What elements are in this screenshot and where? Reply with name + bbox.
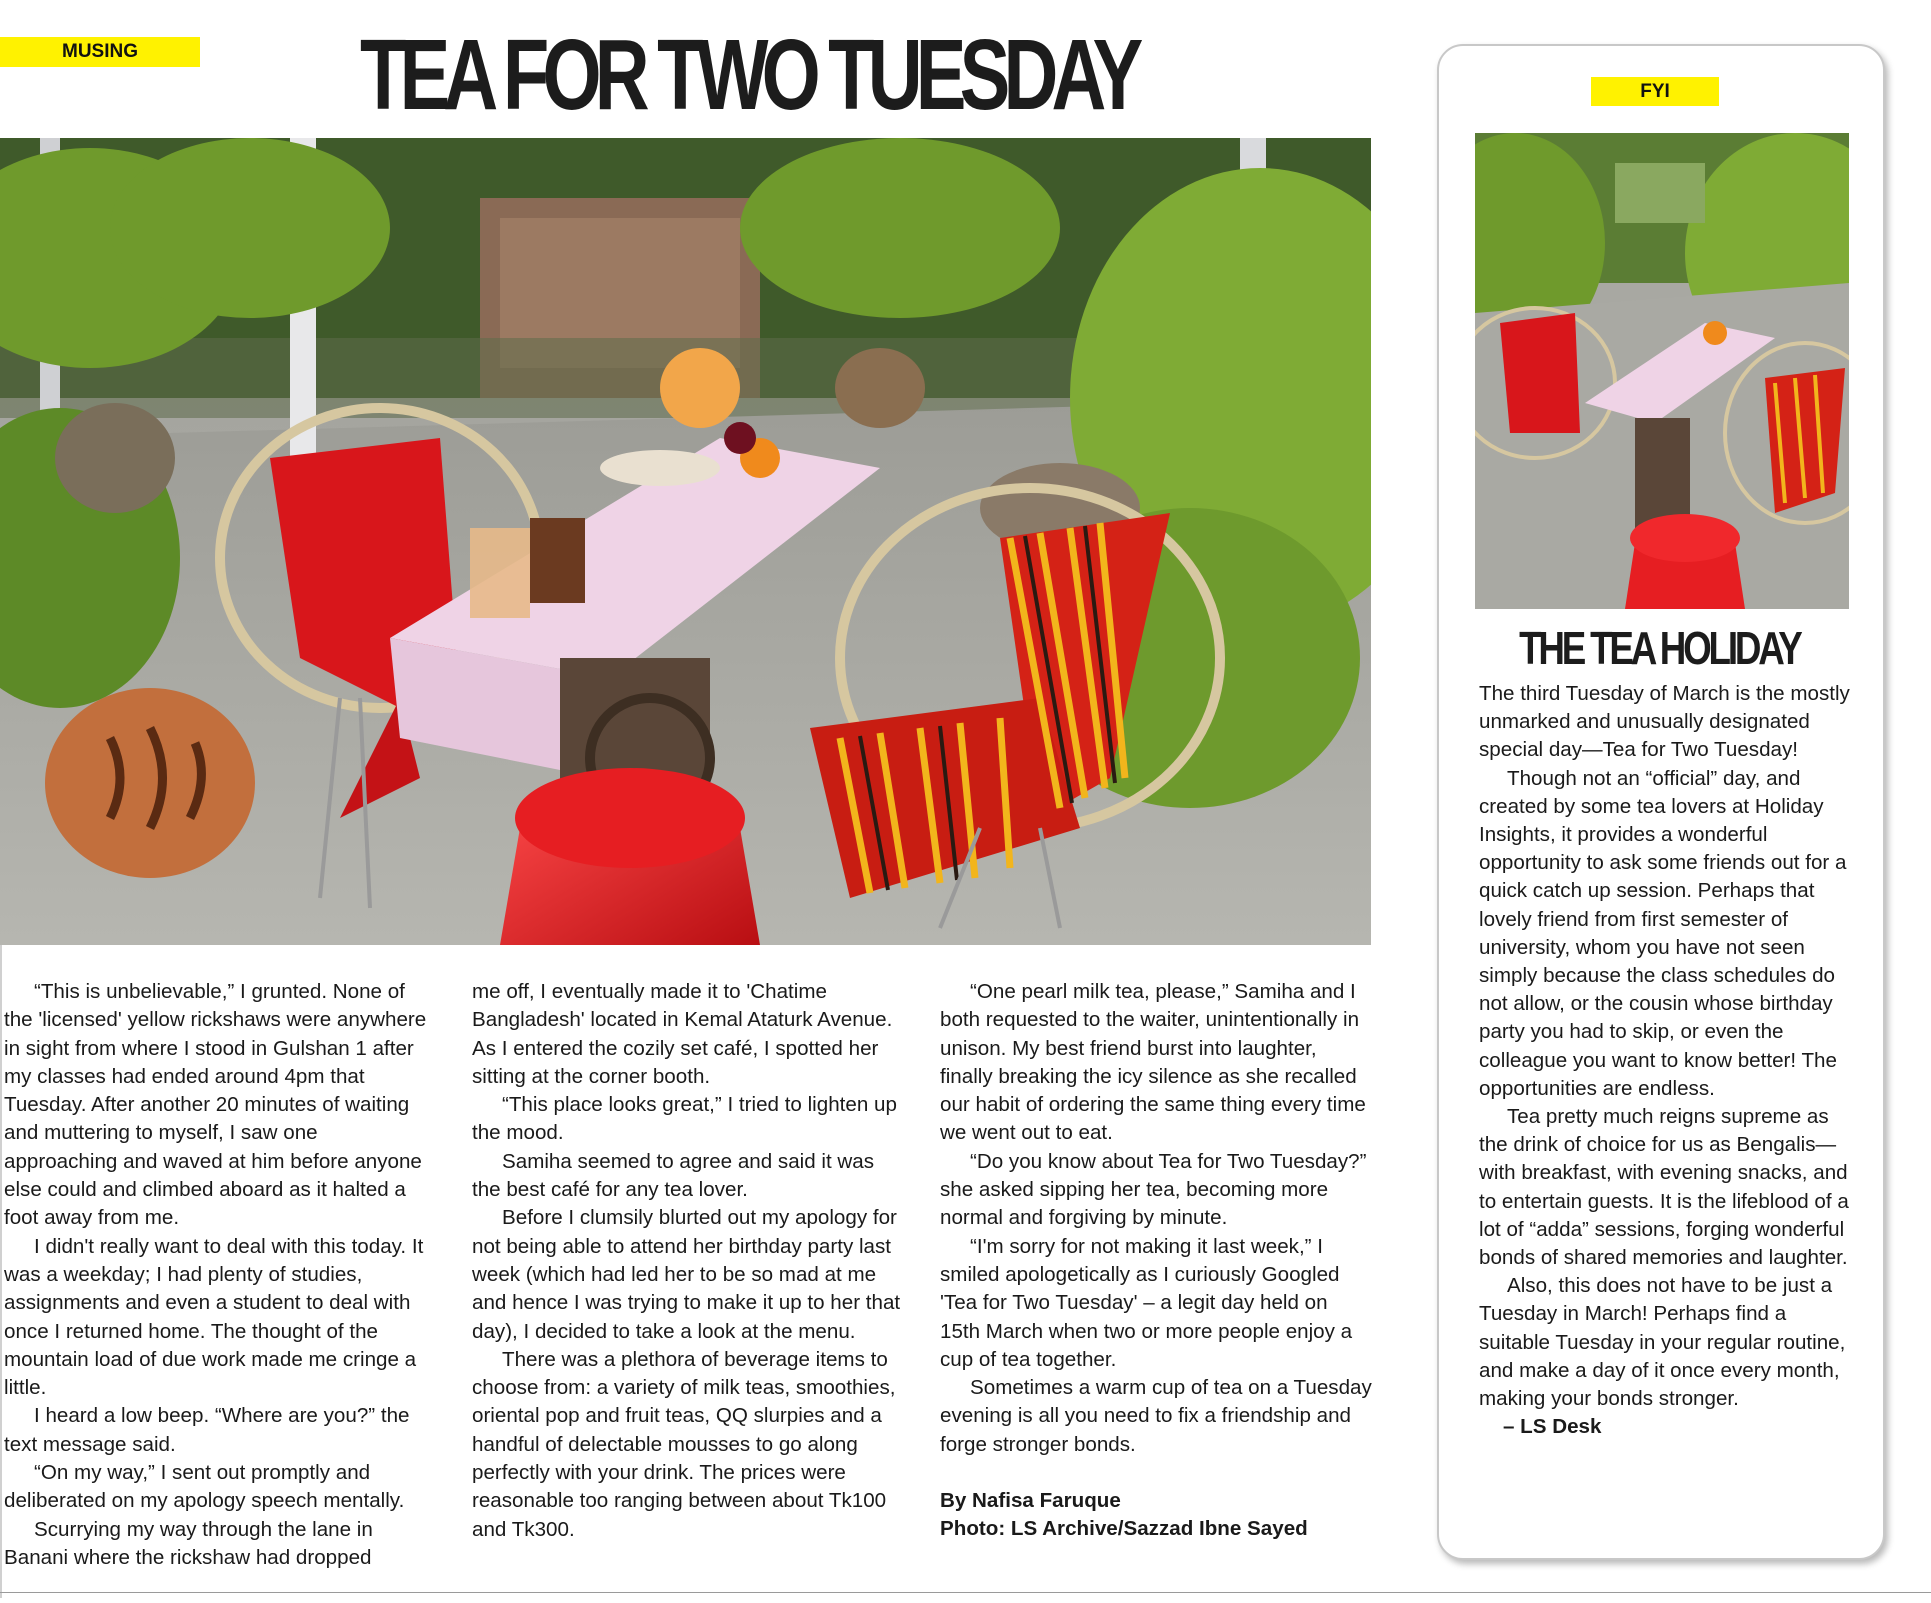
- article-paragraph: “This is unbelievable,” I grunted. None of the 'licensed' yellow rickshaws were anywhere in sight from where I stood in Gulshan 1 after my classes had ended around 4pm that Tuesday. After another 20 minutes of waiting and muttering to myself, I saw one approaching and waved at him before anyone else could and climbed aboard as it halted a foot away from me.: [4, 980, 427, 1230]
- article-paragraph: There was a plethora of beverage items to choose from: a variety of milk teas, smoothies, oriental pop and fruit teas, QQ slurpies and a handful of delectable mousses to go along perfectly with your drink. The prices were reasonable too ranging between about Tk100 and Tk300.: [472, 1347, 896, 1541]
- sidebar-paragraph: Also, this does not have to be just a Tuesday in March! Perhaps find a suitable Tuesday in your regular routine, and make a day of it once every month, making your bonds stronger.: [1479, 1274, 1846, 1411]
- article-paragraph: “Do you know about Tea for Two Tuesday?” she asked sipping her tea, becoming more normal and forgiving by minute.: [940, 1149, 1367, 1230]
- article-paragraph: Before I clumsily blurted out my apology for not being able to attend her birthday party last week (which had led her to be so mad at me and hence I was trying to make it up to her that day), I decided to take a look at the menu.: [472, 1206, 901, 1343]
- sidebar-body: [1479, 680, 1861, 1441]
- article-paragraph: Sometimes a warm cup of tea on a Tuesday evening is all you need to fix a friendship and forge stronger bonds.: [940, 1376, 1372, 1456]
- headline: TEA FOR TWO TUESDAY: [360, 19, 1137, 131]
- article-paragraph: Samiha seemed to agree and said it was the best café for any tea lover.: [472, 1149, 875, 1202]
- fyi-tag: FYI: [1591, 77, 1719, 106]
- article-paragraph: “I'm sorry for not making it last week,” I smiled apologetically as I curiously Googled 'Tea for Two Tuesday' – a legit day held on 15th March when two or more people enjoy a cup of tea together.: [940, 1234, 1353, 1371]
- main-photo-tea-setting: [0, 138, 1371, 945]
- article-column-3: [940, 978, 1372, 1543]
- sidebar-paragraph: Though not an “official” day, and created by some tea lovers at Holiday Insights, it provides a wonderful opportunity to ask some friends out for a quick catch up session. Perhaps that lovely friend from first semester of university, whom you have not seen simply because the class schedules do not allow, or the cousin whose birthday party you had to skip, or even the colleague you want to know better! The opportunities are endless.: [1479, 766, 1847, 1100]
- sidebar-paragraph: Tea pretty much reigns supreme as the drink of choice for us as Bengalis—with breakfast, with evening snacks, and to entertain guests. It is the lifeblood of a lot of “adda” sessions, forging wonderful bonds of shared memories and laughter.: [1479, 1105, 1849, 1270]
- photo-credit: Photo: LS Archive/Sazzad Ibne Sayed: [940, 1517, 1308, 1541]
- byline: By Nafisa Faruque: [940, 1489, 1121, 1513]
- article-column-2: [472, 978, 904, 1544]
- bottom-rule: [0, 1592, 1931, 1593]
- article-paragraph: I heard a low beep. “Where are you?” the text message said.: [4, 1404, 410, 1456]
- article-paragraph: I didn't really want to deal with this today. It was a weekday; I had plenty of studies, assignments and even a student to deal with once I returned home. The thought of the mountain load of due work made me cringe a little.: [4, 1234, 424, 1400]
- article-paragraph: “This place looks great,” I tried to lighten up the mood.: [472, 1093, 897, 1145]
- article-column-1: [4, 978, 434, 1572]
- article-paragraph: Scurrying my way through the lane in Banani where the rickshaw had dropped: [4, 1517, 373, 1569]
- article-paragraph: me off, I eventually made it to 'Chatime Bangladesh' located in Kemal Ataturk Avenue. As I entered the cozily set café, I spotted her sitting at the corner booth.: [472, 980, 893, 1088]
- sidebar-paragraph: The third Tuesday of March is the mostly unmarked and unusually designated special day—Tea for Two Tuesday!: [1479, 682, 1850, 762]
- sidebar-signoff: – LS Desk: [1503, 1415, 1602, 1439]
- sidebar-photo-tea-setting: [1475, 133, 1849, 609]
- sidebar-title: THE TEA HOLIDAY: [1518, 622, 1800, 674]
- article-paragraph: “On my way,” I sent out promptly and deliberated on my apology speech mentally.: [4, 1461, 405, 1513]
- article-paragraph: “One pearl milk tea, please,” Samiha and I both requested to the waiter, unintentionally in unison. My best friend burst into laughter, finally breaking the icy silence as she recalled our habit of ordering the same thing every time we went out to eat.: [940, 980, 1366, 1145]
- section-tag: MUSING: [0, 37, 200, 67]
